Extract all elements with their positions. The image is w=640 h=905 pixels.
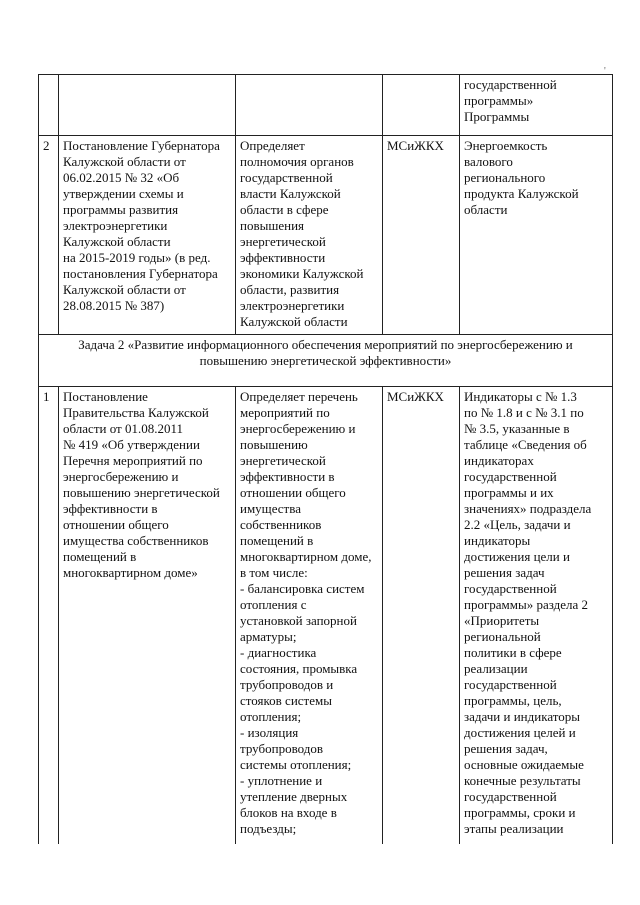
indicator-cell: Энергоемкость валового регионального продукта Калужской области bbox=[460, 136, 613, 335]
document-cell bbox=[59, 75, 236, 136]
scope-cell: Определяет полномочия органов государственной власти Калужской области в сфере повышения энергетической эффективности экономики Калужской области, развития электроэнергетики Калужской области bbox=[236, 136, 383, 335]
table-row bbox=[39, 136, 613, 335]
task-header-row bbox=[39, 335, 613, 387]
table-row bbox=[39, 387, 613, 845]
document-cell: Постановление Правительства Калужской области от 01.08.2011 № 419 «Об утверждении Перечня мероприятий по энергосбережению и повышению энергетической эффективности в отношении общего имущества собственников помещений в многоквартирном доме» bbox=[59, 387, 236, 845]
program-table bbox=[38, 74, 613, 844]
executor-cell: МСиЖКХ bbox=[383, 387, 460, 845]
document-cell: Постановление Губернатора Калужской области от 06.02.2015 № 32 «Об утверждении схемы и программы развития электроэнергетики Калужской области на 2015-2019 годы» (в ред. постановления Губернатора Калужской области от 28.08.2015 № 387) bbox=[59, 136, 236, 335]
row-number: 1 bbox=[39, 387, 59, 845]
scope-cell bbox=[236, 75, 383, 136]
indicator-cell: Индикаторы с № 1.3 по № 1.8 и с № 3.1 по № 3.5, указанные в таблице «Сведения об индикаторах государственной программы и их значениях» подраздела 2.2 «Цель, задачи и индикаторы достижения цели и решения задач государственной программы» раздела 2 «Приоритеты региональной политики в сфере реализации государственной программы, цель, задачи и индикаторы достижения целей и решения задач, основные ожидаемые конечные результаты государственной программы, сроки и этапы реализации bbox=[460, 387, 613, 845]
executor-cell bbox=[383, 75, 460, 136]
row-number bbox=[39, 75, 59, 136]
row-number: 2 bbox=[39, 136, 59, 335]
executor-cell: МСиЖКХ bbox=[383, 136, 460, 335]
corner-mark: ' bbox=[604, 66, 606, 77]
indicator-cell: государственной программы» Программы bbox=[460, 75, 613, 136]
table-row bbox=[39, 75, 613, 136]
scope-cell: Определяет перечень мероприятий по энергосбережению и повышению энергетической эффективности в отношении общего имущества собственников помещений в многоквартирном доме, в том числе: - балансировка систем отопления с установкой запорной арматуры; - диагностика состояния, промывка трубопроводов и стояков системы отопления; - изоляция трубопроводов системы отопления; - уплотнение и утепление дверных блоков на входе в подъезды; bbox=[236, 387, 383, 845]
task-title: Задача 2 «Развитие информационного обеспечения мероприятий по энергосбережению и повышению энергетической эффективности» bbox=[39, 335, 613, 387]
